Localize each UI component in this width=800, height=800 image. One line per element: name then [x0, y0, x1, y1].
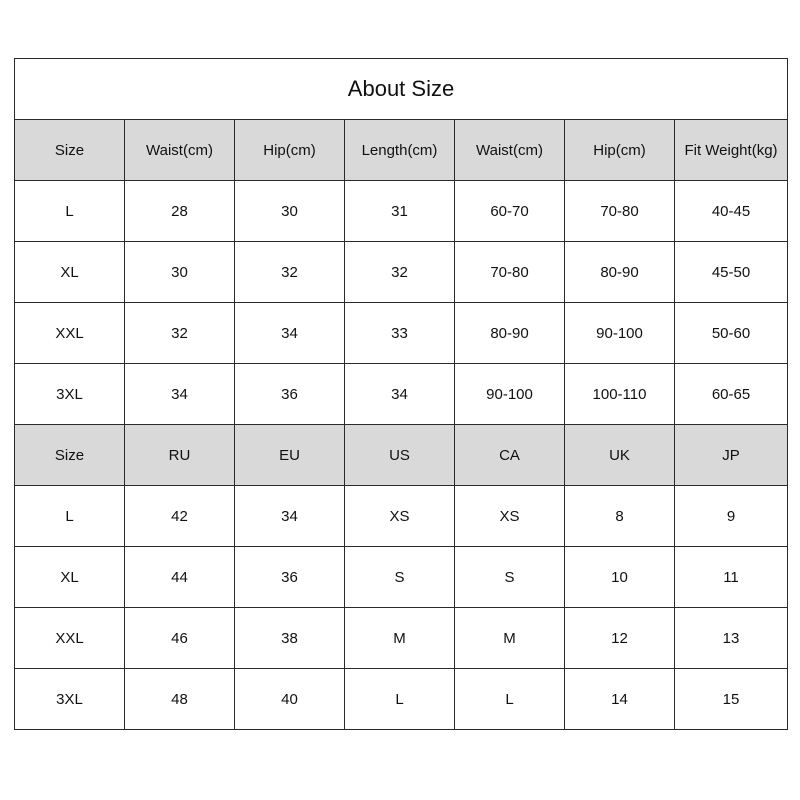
table-cell: 33 [345, 303, 455, 364]
column-header: US [345, 425, 455, 486]
size-label-cell: XXL [15, 303, 125, 364]
table-cell: 32 [125, 303, 235, 364]
table-cell: S [345, 547, 455, 608]
size-label-cell: 3XL [15, 364, 125, 425]
table-cell: 50-60 [675, 303, 788, 364]
table-cell: M [345, 608, 455, 669]
table-cell: S [455, 547, 565, 608]
table-cell: 80-90 [455, 303, 565, 364]
column-header: JP [675, 425, 788, 486]
table-row [15, 242, 788, 303]
table-cell: 12 [565, 608, 675, 669]
table-cell: 36 [235, 364, 345, 425]
table-cell: 48 [125, 669, 235, 730]
table-cell: 90-100 [565, 303, 675, 364]
section1-header-row [15, 120, 788, 181]
title-row [15, 59, 788, 120]
column-header: UK [565, 425, 675, 486]
table-body [15, 120, 788, 730]
size-label-cell: L [15, 486, 125, 547]
table-cell: 46 [125, 608, 235, 669]
size-label-cell: XL [15, 242, 125, 303]
table-cell: 30 [235, 181, 345, 242]
table-cell: 70-80 [565, 181, 675, 242]
table-cell: M [455, 608, 565, 669]
table-row [15, 486, 788, 547]
column-header: EU [235, 425, 345, 486]
table-row [15, 669, 788, 730]
table-cell: 42 [125, 486, 235, 547]
table-cell: 9 [675, 486, 788, 547]
table-cell: 44 [125, 547, 235, 608]
table-row [15, 608, 788, 669]
table-cell: 45-50 [675, 242, 788, 303]
table-cell: 8 [565, 486, 675, 547]
table-cell: L [345, 669, 455, 730]
table-cell: 34 [345, 364, 455, 425]
section2-header-row [15, 425, 788, 486]
table-row [15, 364, 788, 425]
table-cell: 100-110 [565, 364, 675, 425]
table-cell: L [455, 669, 565, 730]
column-header: RU [125, 425, 235, 486]
table-cell: 14 [565, 669, 675, 730]
size-label-cell: L [15, 181, 125, 242]
column-header: Size [15, 425, 125, 486]
size-label-cell: 3XL [15, 669, 125, 730]
table-cell: 10 [565, 547, 675, 608]
column-header: Waist(cm) [125, 120, 235, 181]
table-cell: 28 [125, 181, 235, 242]
table-cell: 32 [345, 242, 455, 303]
column-header: Fit Weight(kg) [675, 120, 788, 181]
table-row [15, 547, 788, 608]
table-cell: 30 [125, 242, 235, 303]
size-chart-table [14, 58, 788, 730]
table-cell: 38 [235, 608, 345, 669]
table-cell: XS [455, 486, 565, 547]
chart-title: About Size [15, 59, 788, 120]
table-cell: 60-65 [675, 364, 788, 425]
table-cell: 32 [235, 242, 345, 303]
table-cell: 40-45 [675, 181, 788, 242]
table-cell: 13 [675, 608, 788, 669]
column-header: Size [15, 120, 125, 181]
table-cell: 90-100 [455, 364, 565, 425]
table-cell: 80-90 [565, 242, 675, 303]
table-row [15, 181, 788, 242]
table-cell: 60-70 [455, 181, 565, 242]
size-label-cell: XXL [15, 608, 125, 669]
table-cell: 40 [235, 669, 345, 730]
column-header: Hip(cm) [565, 120, 675, 181]
table-cell: XS [345, 486, 455, 547]
table-row [15, 303, 788, 364]
column-header: CA [455, 425, 565, 486]
column-header: Length(cm) [345, 120, 455, 181]
table-cell: 34 [235, 486, 345, 547]
column-header: Hip(cm) [235, 120, 345, 181]
column-header: Waist(cm) [455, 120, 565, 181]
table-cell: 34 [125, 364, 235, 425]
table-cell: 34 [235, 303, 345, 364]
table-cell: 36 [235, 547, 345, 608]
table-cell: 11 [675, 547, 788, 608]
table-cell: 70-80 [455, 242, 565, 303]
table-cell: 15 [675, 669, 788, 730]
size-label-cell: XL [15, 547, 125, 608]
table-cell: 31 [345, 181, 455, 242]
